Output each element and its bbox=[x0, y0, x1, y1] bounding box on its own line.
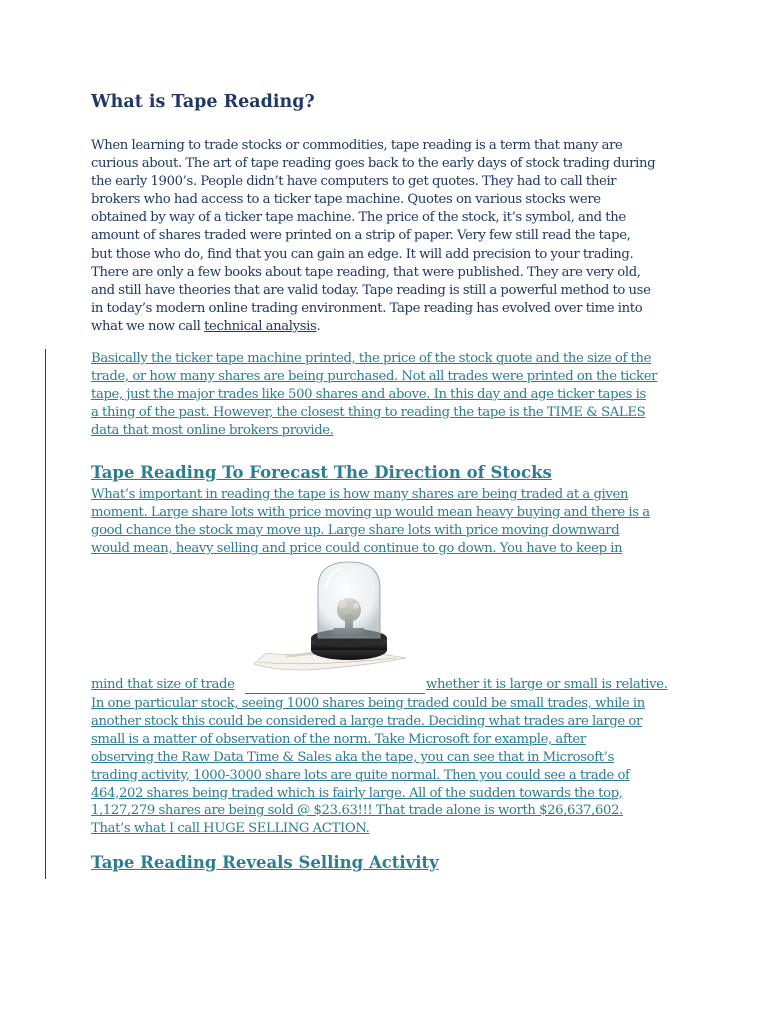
revision-change-bar bbox=[45, 349, 46, 879]
intro-text: When learning to trade stocks or commodities, tape reading is a term that many are curious about. The art of tape reading goes back to the early days of stock trading during the early 1900’s. People didn’t have computers to get quotes. They had to call their brokers who had access to a ticker tape machine. Quotes on various stocks were obtained by way of a ticker tape machine. The price of the stock, it’s symbol, and the amount of shares traded were printed on a strip of paper. Very few still read the tape, but those who do, find that you can gain an edge. It will add precision to your trading. There are only a few books about tape reading, that were published. They are very old, and still have theories that are valid today. Tape reading is still a powerful method to use in today’s modern online trading environment. Tape reading has evolved over time into what we now call bbox=[91, 138, 656, 334]
section-heading-selling[interactable]: Tape Reading Reveals Selling Activity bbox=[91, 853, 439, 872]
link-underline-gap bbox=[245, 693, 425, 694]
intro-paragraph bbox=[91, 137, 691, 336]
forecast-paragraph[interactable]: What’s important in reading the tape is how many shares are being traded at a given moment. Large share lots with price moving up would mean heavy buying and there is a good chance the stock may move up. Large share lots with price moving downward would mean, heavy selling and price could continue to go down. You have to keep in bbox=[91, 487, 650, 556]
page-title: What is Tape Reading? bbox=[91, 92, 315, 112]
technical-analysis-link[interactable]: technical analysis bbox=[204, 318, 317, 334]
ticker-tape-machine-image bbox=[246, 558, 426, 676]
microsoft-example-paragraph[interactable]: In one particular stock, seeing 1000 shares being traded could be small trades, while in another stock this could be considered a large trade. Deciding what trades are large or small is a matter of observation of the norm. Take Microsoft for example, after observing the Raw Data Time & Sales aka the tape, you can see that in Microsoft’s trading activity, 1000-3000 share lots are quite normal. Then you could see a trade of 464,202 shares being traded which is fairly large. All of the sudden towards the top, 1,127,279 shares are being sold @ $23.63!!! That trade alone is worth $26,637,602. That’s what I call HUGE SELLING ACTION. bbox=[91, 696, 645, 837]
intro-end: . bbox=[316, 318, 321, 334]
trade-size-line-end[interactable]: whether it is large or small is relative. bbox=[426, 677, 668, 692]
trade-size-line-start[interactable]: mind that size of trade bbox=[91, 677, 235, 692]
section-heading-forecast[interactable]: Tape Reading To Forecast The Direction of Stocks bbox=[91, 463, 552, 482]
ticker-tape-paragraph[interactable]: Basically the ticker tape machine printed, the price of the stock quote and the size of the trade, or how many shares are being purchased. Not all trades were printed on the ticker tape, just the major trades like 500 shares and above. In this day and age ticker tapes is a thing of the past. However, the closest thing to reading the tape is the TIME & SALES data that most online brokers provide. bbox=[91, 351, 658, 438]
